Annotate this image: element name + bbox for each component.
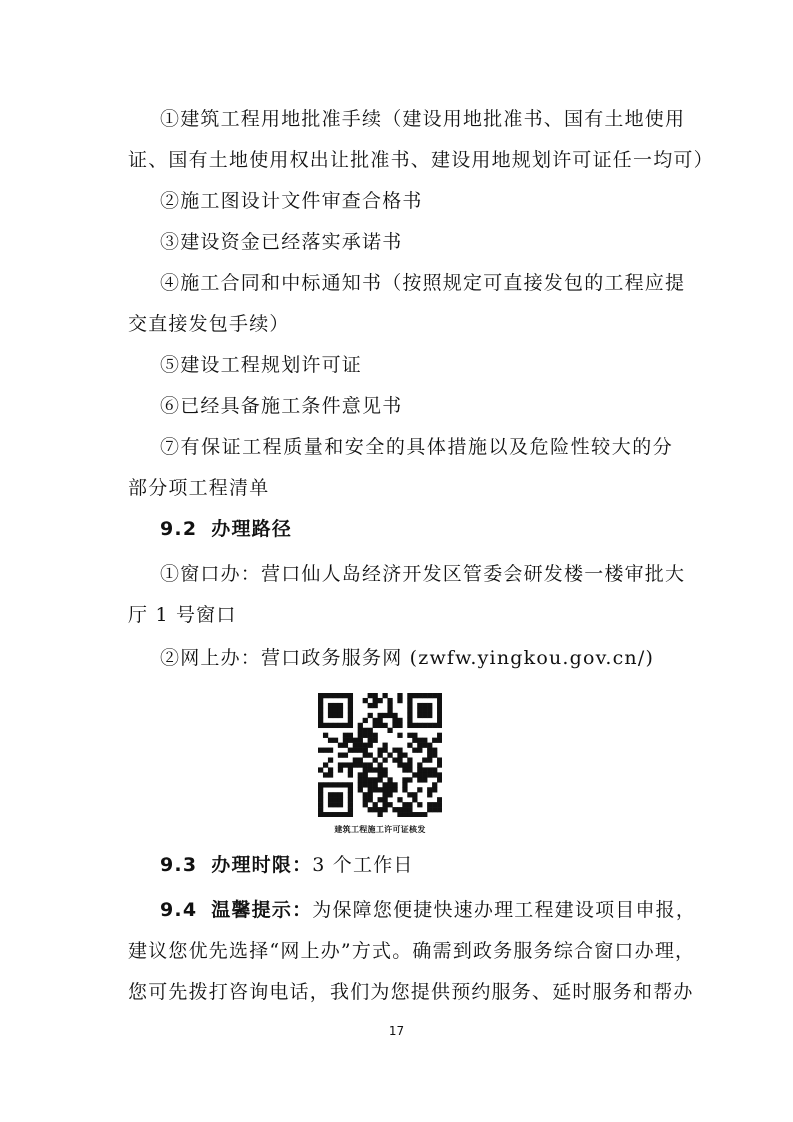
material-item-6: ⑥已经具备施工条件意见书 (160, 395, 403, 417)
section-9-2-number: 9.2 (160, 518, 198, 540)
section-9-4-label: 温馨提示： (211, 899, 313, 921)
section-9-2-title: 办理路径 (211, 518, 293, 540)
section-9-3-number: 9.3 (160, 854, 198, 876)
material-item-3: ③建设资金已经落实承诺书 (160, 231, 403, 253)
material-item-5: ⑤建设工程规划许可证 (160, 354, 363, 376)
path-online: ②网上办：营口政务服务网 (zwfw.yingkou.gov.cn/) (160, 647, 655, 669)
qr-code-graphic (318, 693, 442, 817)
section-9-3-line (160, 852, 673, 878)
material-item-2: ②施工图设计文件审查合格书 (160, 190, 423, 212)
qr-code (318, 693, 442, 817)
path-window-line-1: ①窗口办：营口仙人岛经济开发区管委会研发楼一楼审批大 (160, 563, 686, 585)
section-9-3-label: 办理时限： (211, 854, 313, 876)
section-9-4-line-1 (160, 897, 697, 923)
path-window-line-2: 厅 1 号窗口 (128, 604, 237, 626)
section-9-4-text: 为保障您便捷快速办理工程建设项目申报， (312, 899, 697, 921)
section-9-4-line-2: 建议您优先选择“网上办”方式。确需到政务服务综合窗口办理， (128, 940, 696, 962)
material-item-7-line-1: ⑦有保证工程质量和安全的具体措施以及危险性较大的分 (160, 436, 673, 458)
material-item-1-line-2: 证、国有土地使用权出让批准书、建设用地规划许可证任一均可） (128, 149, 714, 171)
section-9-2-heading (160, 516, 673, 542)
section-9-3-value: 3 个工作日 (312, 854, 414, 876)
material-item-7-line-2: 部分项工程清单 (128, 477, 270, 499)
qr-caption: 建筑工程施工许可证核发 (334, 825, 426, 834)
material-item-1-line-1: ①建筑工程用地批准手续（建设用地批准书、国有土地使用 (160, 108, 686, 130)
material-item-4-line-1: ④施工合同和中标通知书（按照规定可直接发包的工程应提 (160, 272, 686, 294)
page-number: 17 (388, 1024, 405, 1038)
section-9-4-line-3: 您可先拨打咨询电话，我们为您提供预约服务、延时服务和帮办 (128, 981, 694, 1003)
section-9-4-number: 9.4 (160, 899, 198, 921)
material-item-4-line-2: 交直接发包手续） (128, 313, 290, 335)
